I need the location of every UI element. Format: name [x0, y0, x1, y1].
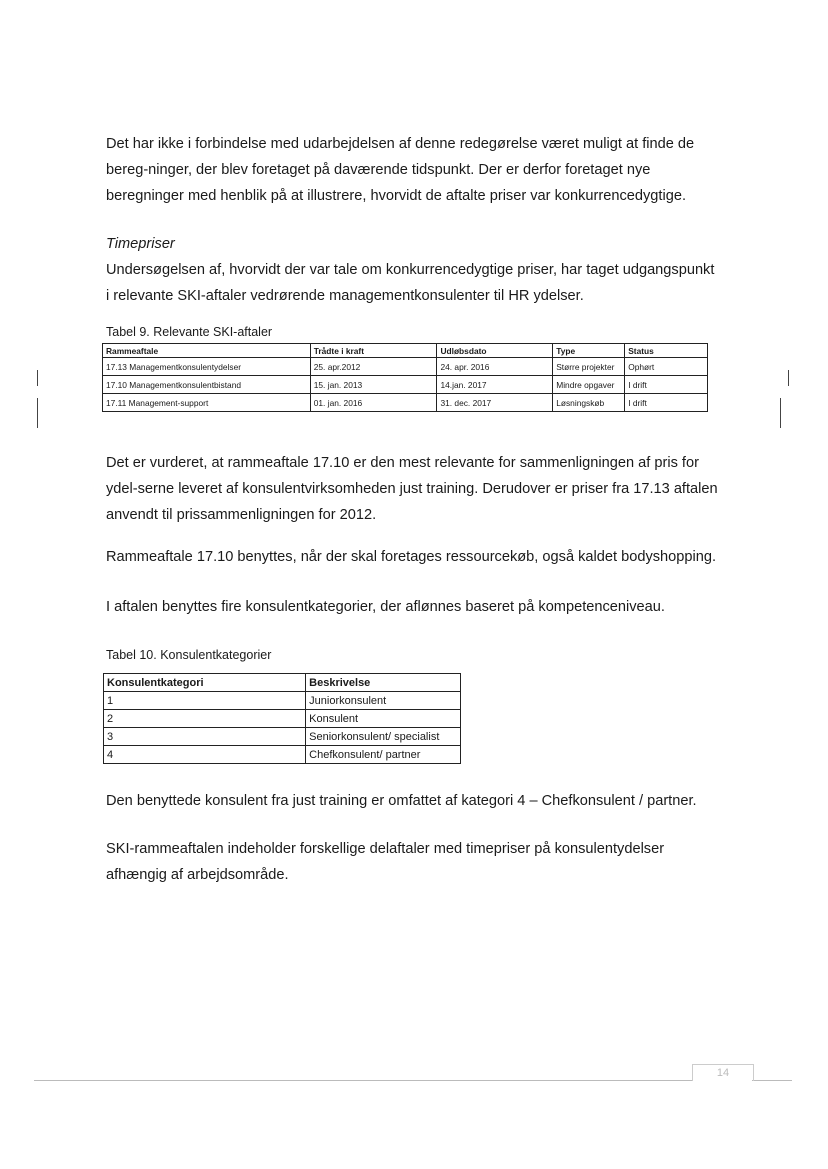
table-ski-aftaler: [102, 343, 708, 412]
table-row: [103, 376, 708, 394]
table-cell: Seniorkonsulent/ specialist: [306, 728, 461, 746]
table-header-cell: Trådte i kraft: [310, 344, 437, 358]
table-cell: 17.11 Management-support: [103, 394, 311, 412]
table10-caption: Tabel 10. Konsulentkategorier: [106, 648, 272, 662]
table-cell: 1: [104, 692, 306, 710]
table-cell: 24. apr. 2016: [437, 358, 553, 376]
table-header-row: [103, 344, 708, 358]
scan-margin-mark: [37, 370, 38, 386]
table-header-cell: Udløbsdato: [437, 344, 553, 358]
paragraph-kategorier: I aftalen benyttes fire konsulentkategorier, der aflønnes baseret på kompetenceniveau.: [106, 599, 665, 615]
table-header-cell: Status: [625, 344, 708, 358]
page-number: 14: [692, 1064, 754, 1081]
scan-margin-mark: [788, 370, 789, 386]
table-row: [104, 746, 461, 764]
table-cell: 17.10 Managementkonsulentbistand: [103, 376, 311, 394]
table-cell: I drift: [625, 394, 708, 412]
table-cell: Løsningskøb: [553, 394, 625, 412]
table-cell: Ophørt: [625, 358, 708, 376]
table-cell: 01. jan. 2016: [310, 394, 437, 412]
table9-caption: Tabel 9. Relevante SKI-aftaler: [106, 325, 273, 339]
scan-margin-mark: [780, 398, 781, 428]
table-cell: Juniorkonsulent: [306, 692, 461, 710]
table-header-cell: Konsulentkategori: [104, 674, 306, 692]
table-header-cell: Type: [553, 344, 625, 358]
table-header-cell: Beskrivelse: [306, 674, 461, 692]
table-konsulentkategorier: [103, 673, 461, 764]
table-cell: 2: [104, 710, 306, 728]
table-cell: Mindre opgaver: [553, 376, 625, 394]
table-cell: 14.jan. 2017: [437, 376, 553, 394]
table-row: [104, 710, 461, 728]
table-row: [104, 728, 461, 746]
table-cell: Større projekter: [553, 358, 625, 376]
table-cell: Chefkonsulent/ partner: [306, 746, 461, 764]
table-cell: 17.13 Managementkonsulentydelser: [103, 358, 311, 376]
paragraph-konsulent: Den benyttede konsulent fra just training er omfattet af kategori 4 – Chefkonsulent / partner.: [106, 793, 697, 809]
table-cell: 3: [104, 728, 306, 746]
table-header-row: [104, 674, 461, 692]
table-cell: I drift: [625, 376, 708, 394]
table-header-cell: Rammeaftale: [103, 344, 311, 358]
paragraph-intro: Det har ikke i forbindelse med udarbejdelsen af denne redegørelse været muligt at finde de bereg-ninger, der blev foretaget på daværende tidspunkt. Der er derfor foretaget nye beregninger med henblik på at illustrere, hvorvidt de aftalte priser var konkurrencedygtige.: [106, 136, 695, 204]
section-heading-timepriser: Timepriser: [106, 236, 175, 252]
table-row: [103, 394, 708, 412]
table-cell: 15. jan. 2013: [310, 376, 437, 394]
table-cell: 25. apr.2012: [310, 358, 437, 376]
table-row: [104, 692, 461, 710]
footer-rule: [752, 1080, 792, 1081]
paragraph-undersoegelse: Undersøgelsen af, hvorvidt der var tale om konkurrencedygtige priser, har taget udgangspunkt i relevante SKI-aftaler vedrørende managementkonsulenter til HR ydelser.: [106, 262, 715, 304]
footer-rule: [34, 1080, 692, 1081]
paragraph-rammeaftale: Rammeaftale 17.10 benyttes, når der skal foretages ressourcekøb, også kaldet bodyshopping.: [106, 549, 717, 565]
paragraph-delaftaler: SKI-rammeaftalen indeholder forskellige delaftaler med timepriser på konsulentydelser afhængig af arbejdsområde.: [106, 841, 665, 883]
paragraph-vurdering: Det er vurderet, at rammeaftale 17.10 er den mest relevante for sammenligningen af pris for ydel-serne leveret af konsulentvirksomheden just training. Derudover er priser fra 17.13 aftalen anvendt til prissammenligningen for 2012.: [106, 455, 718, 523]
table-cell: Konsulent: [306, 710, 461, 728]
table-cell: 4: [104, 746, 306, 764]
scan-margin-mark: [37, 398, 38, 428]
table-cell: 31. dec. 2017: [437, 394, 553, 412]
table-row: [103, 358, 708, 376]
